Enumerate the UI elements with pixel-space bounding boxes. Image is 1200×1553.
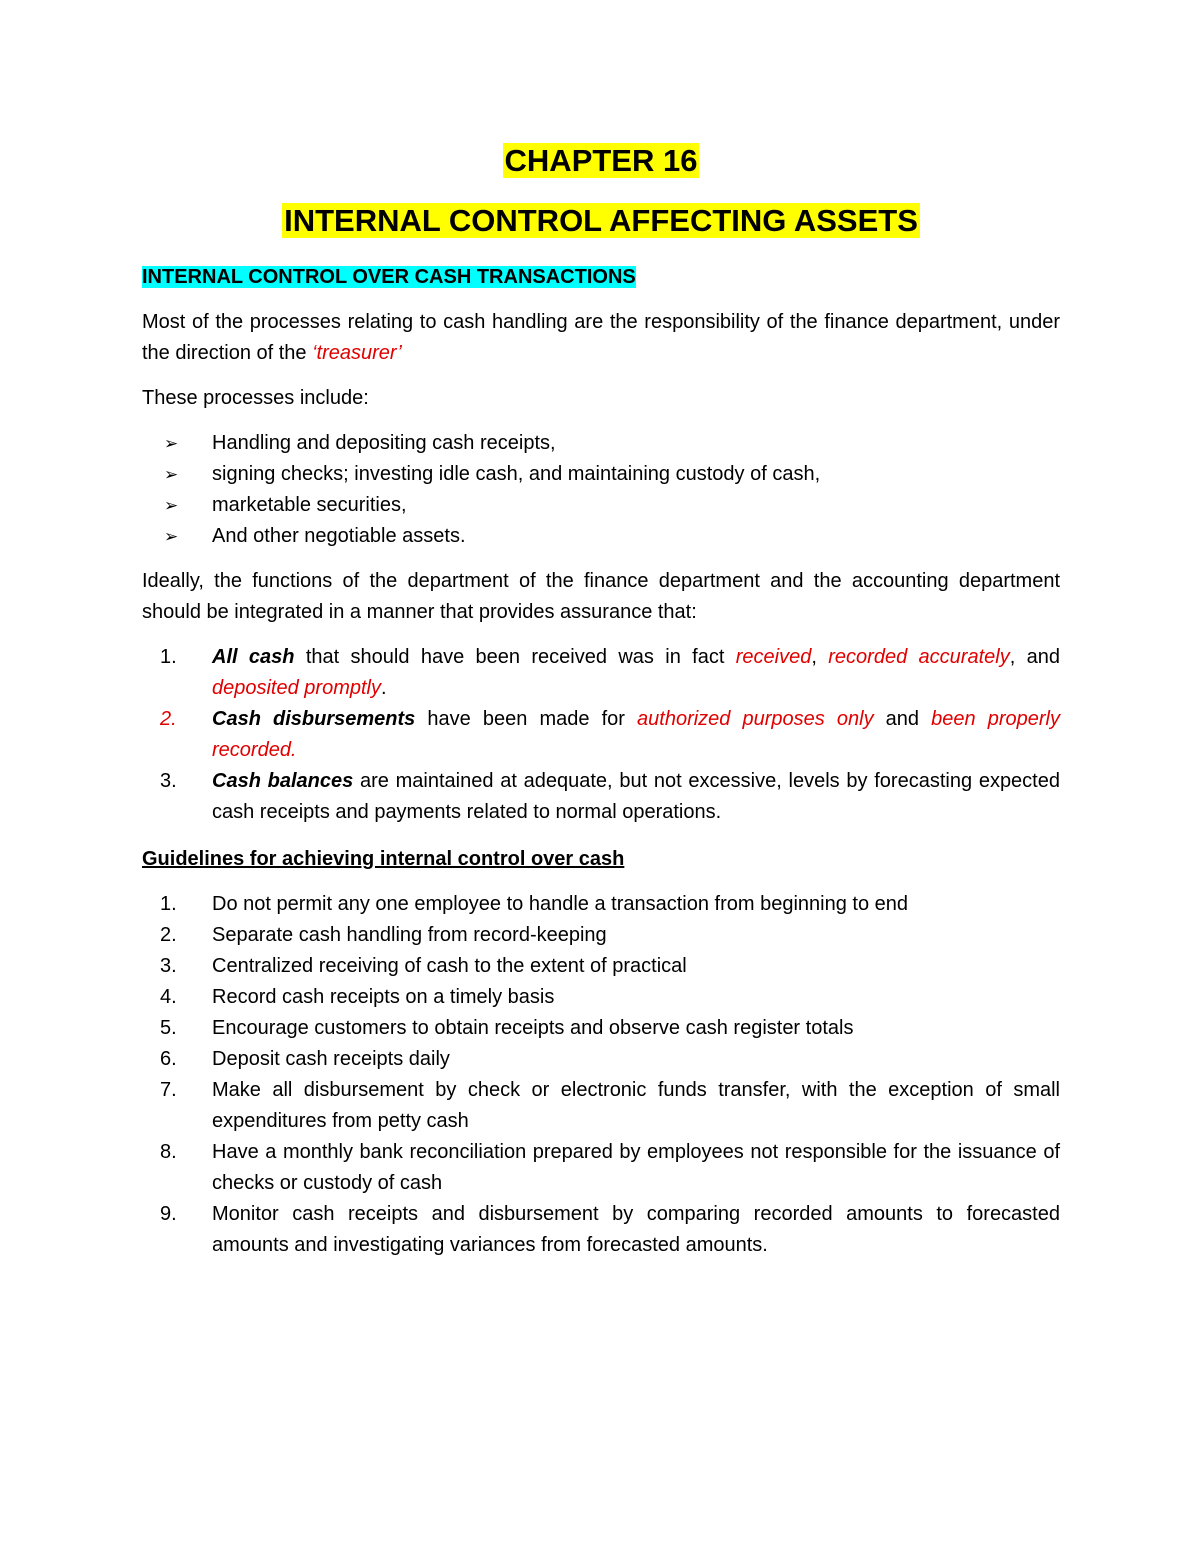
assurance-text: that should have been received was in fact (294, 646, 736, 668)
list-item-text: signing checks; investing idle cash, and maintaining custody of cash, (212, 463, 821, 485)
list-item (142, 459, 1060, 490)
list-marker: 8. (160, 1141, 177, 1163)
list-item (142, 490, 1060, 521)
emphasis-recorded: recorded accurately (828, 646, 1010, 668)
assurance-text: . (380, 677, 387, 699)
list-item (142, 920, 1060, 951)
ideally-paragraph: Ideally, the functions of the department of the finance department and the accounting department should be integrated in a manner that provides assurance that: (142, 570, 1060, 623)
list-marker: 6. (160, 1048, 177, 1070)
list-item-text: Centralized receiving of cash to the extent of practical (212, 955, 687, 977)
arrow-bullet-icon: ➢ (164, 496, 179, 515)
list-item (142, 521, 1060, 552)
assurance-text: , and (1009, 646, 1060, 668)
section-heading (142, 262, 1060, 293)
assurance-term: All cash (212, 646, 295, 668)
list-item (142, 1044, 1060, 1075)
list-item-text: Encourage customers to obtain receipts and observe cash register totals (212, 1017, 854, 1039)
list-marker: 7. (160, 1079, 177, 1101)
emphasis-received: received (735, 646, 812, 668)
assurance-term: Cash disbursements (212, 708, 416, 730)
chapter-heading (142, 140, 1060, 182)
list-item-text: Make all disbursement by check or electronic funds transfer, with the exception of small expenditures from petty cash (212, 1079, 1060, 1132)
document-title (142, 200, 1060, 242)
list-item-text: Deposit cash receipts daily (212, 1048, 450, 1070)
assurance-text: , (811, 646, 829, 668)
list-item (142, 1075, 1060, 1137)
chapter-label: CHAPTER 16 (504, 143, 698, 178)
emphasis-properly-recorded: been properly recorded. (212, 708, 1061, 761)
assurance-list (142, 642, 1060, 828)
list-marker: 1. (160, 893, 177, 915)
processes-lead: These processes include: (142, 387, 369, 409)
list-item-text: marketable securities, (212, 494, 407, 516)
list-marker: 1. (160, 646, 177, 668)
document-title-text: INTERNAL CONTROL AFFECTING ASSETS (284, 203, 918, 238)
assurance-item-all-cash (142, 642, 1060, 704)
assurance-text: have been made for (415, 708, 638, 730)
list-item-text: Record cash receipts on a timely basis (212, 986, 555, 1008)
list-item (142, 951, 1060, 982)
list-item (142, 1137, 1060, 1199)
list-item-text: Do not permit any one employee to handle a transaction from beginning to end (212, 893, 908, 915)
treasurer-term: ‘treasurer’ (312, 342, 402, 364)
page-content (142, 140, 1060, 1261)
list-item (142, 889, 1060, 920)
list-item (142, 1199, 1060, 1261)
arrow-bullet-icon: ➢ (164, 465, 179, 484)
processes-list (142, 428, 1060, 552)
list-item-text: And other negotiable assets. (212, 525, 466, 547)
guidelines-heading: Guidelines for achieving internal control over cash (142, 848, 625, 870)
list-marker: 9. (160, 1203, 177, 1225)
guidelines-list (142, 889, 1060, 1261)
intro-text: Most of the processes relating to cash handling are the responsibility of the finance department, under the direction of the (142, 311, 1060, 364)
assurance-term: Cash balances (212, 770, 354, 792)
list-item (142, 428, 1060, 459)
section-heading-text: INTERNAL CONTROL OVER CASH TRANSACTIONS (142, 266, 636, 288)
list-item-text: Monitor cash receipts and disbursement by comparing recorded amounts to forecasted amounts and investigating variances from forecasted amounts. (212, 1203, 1060, 1256)
list-marker: 2. (160, 708, 177, 730)
emphasis-authorized: authorized purposes only (637, 708, 874, 730)
assurance-text: and (873, 708, 932, 730)
list-item-text: Have a monthly bank reconciliation prepared by employees not responsible for the issuance of checks or custody of cash (212, 1141, 1060, 1194)
list-item (142, 982, 1060, 1013)
list-item-text: Handling and depositing cash receipts, (212, 432, 556, 454)
intro-paragraph (142, 307, 1060, 369)
assurance-item-disbursements (142, 704, 1060, 766)
list-item-text: Separate cash handling from record-keeping (212, 924, 607, 946)
emphasis-deposited: deposited promptly (212, 677, 381, 699)
arrow-bullet-icon: ➢ (164, 434, 179, 453)
list-item (142, 1013, 1060, 1044)
list-marker: 5. (160, 1017, 177, 1039)
assurance-item-balances (142, 766, 1060, 828)
list-marker: 4. (160, 986, 177, 1008)
assurance-text: are maintained at adequate, but not excessive, levels by forecasting expected cash receipts and payments related to normal operations. (212, 770, 1060, 823)
list-marker: 3. (160, 770, 177, 792)
list-marker: 3. (160, 955, 177, 977)
list-marker: 2. (160, 924, 177, 946)
arrow-bullet-icon: ➢ (164, 527, 179, 546)
